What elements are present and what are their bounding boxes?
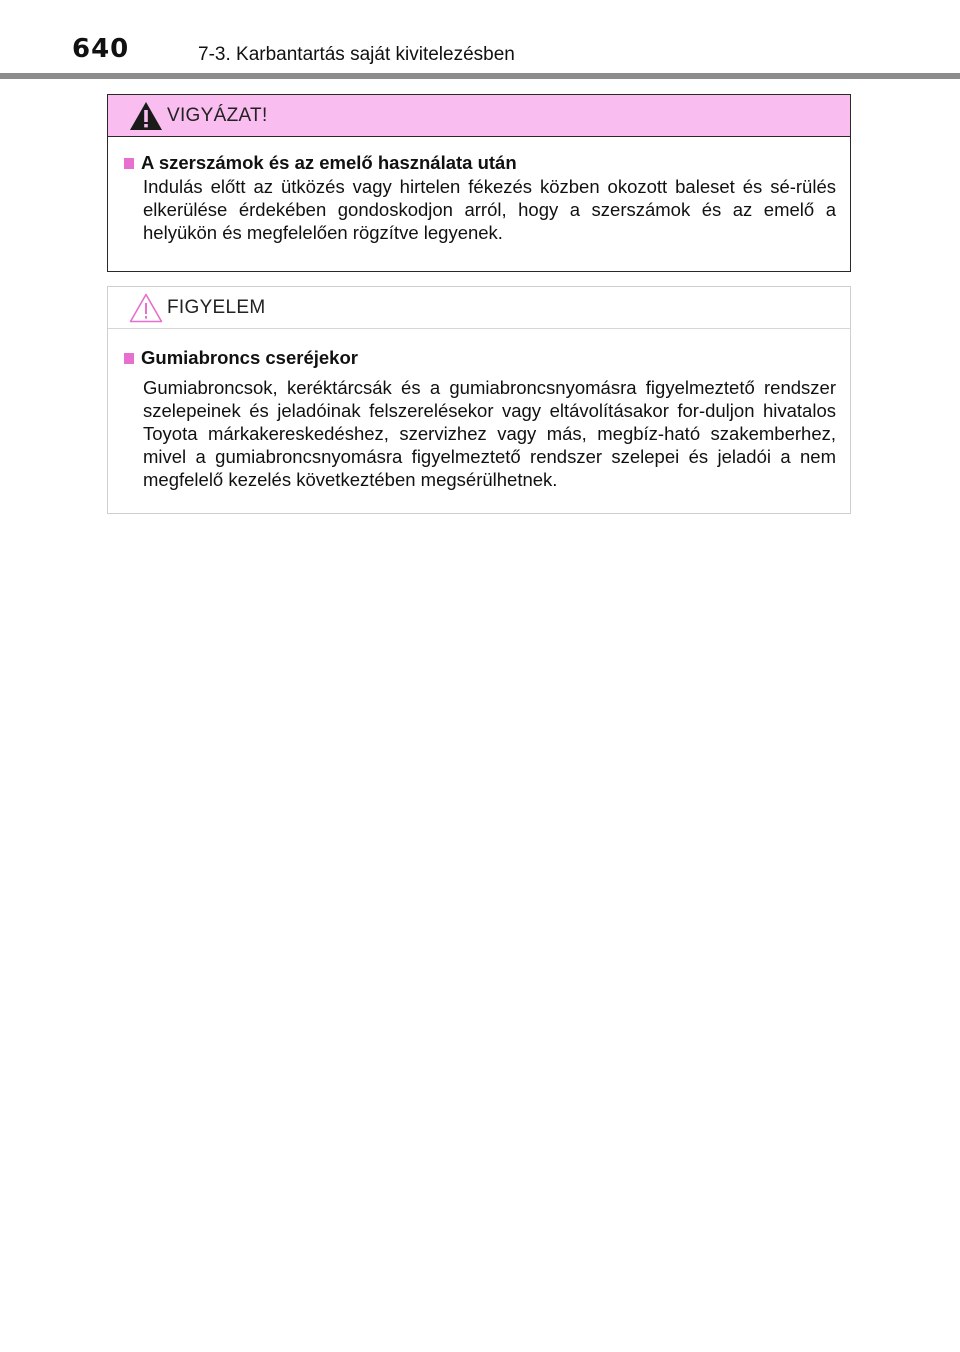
page-number: 640 <box>72 34 130 64</box>
page-header <box>0 0 960 80</box>
caution-section-heading <box>122 152 836 174</box>
caution-box-body <box>108 137 850 244</box>
notice-box-header <box>108 287 850 329</box>
notice-box-body <box>108 329 850 491</box>
notice-section-heading <box>122 347 836 369</box>
caution-box <box>107 94 851 272</box>
square-bullet-icon <box>124 353 134 364</box>
notice-section-text: Gumiabroncsok, keréktárcsák és a gumiabroncsnyomásra figyelmeztető rendszer szelepeinek és jeladóinak felszerelésekor vagy eltávolításakor for-duljon hivatalos Toyota márkakereskedéshez, szervizhez vagy más, megbíz-ható szakemberhez, mivel a gumiabroncsnyomásra figyelmeztető rendszer szelepei és jeladói a nem megfelelő kezelés következtében megsérülhetnek. <box>143 377 836 490</box>
chapter-title: 7-3. Karbantartás saját kivitelezésben <box>198 44 515 65</box>
notice-box <box>107 286 851 514</box>
caution-heading-text: A szerszámok és az emelő használata után <box>141 152 517 173</box>
warning-triangle-filled-icon <box>128 100 164 132</box>
header-rule <box>0 73 960 79</box>
warning-triangle-outline-icon <box>128 292 164 324</box>
notice-box-title: FIGYELEM <box>167 297 266 318</box>
caution-box-header <box>108 95 850 137</box>
caution-box-title: VIGYÁZAT! <box>167 105 268 126</box>
notice-heading-text: Gumiabroncs cseréjekor <box>141 347 358 368</box>
square-bullet-icon <box>124 158 134 169</box>
caution-section-text: Indulás előtt az ütközés vagy hirtelen fékezés közben okozott baleset és sé-rülés elkerülése érdekében gondoskodjon arról, hogy a szerszámok és az emelő a helyükön és megfelelően rögzítve legyenek. <box>143 176 836 243</box>
